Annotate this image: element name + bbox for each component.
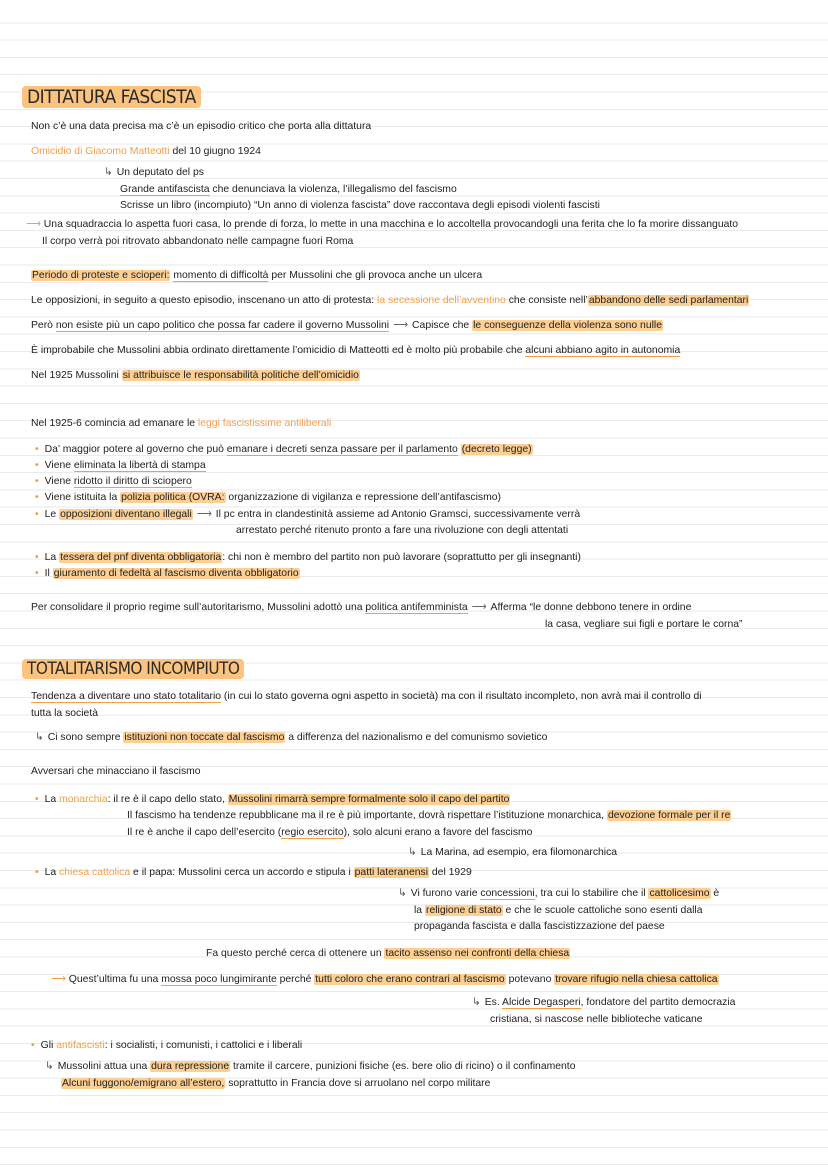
underlined-text: Tendenza a diventare uno stato totalitario: [31, 691, 222, 702]
text: e il papa: Mussolini cerca un accordo e stipula i: [130, 867, 354, 878]
text: Una squadraccia lo aspetta fuori casa, lo prende di forza, lo mette in una macchina e lo accoltella provocandogli una ferita che lo fa morire dissanguato: [43, 219, 739, 230]
text-line: Avversari che minacciano il fascismo: [31, 766, 201, 777]
highlight: dura repressione: [151, 1061, 230, 1072]
text: Nel 1925 Mussolini: [31, 370, 122, 381]
highlight: tessera del pnf diventa obbligatoria: [60, 552, 222, 563]
hook-arrow-icon: ↳: [104, 167, 113, 178]
underlined-text: politica antifemminista: [365, 602, 468, 613]
text: Il pc entra in clandestinità assieme ad Antonio Gramsci, successivamente verrà: [215, 509, 581, 520]
text-line: propaganda fascista e dalla fascistizzazione del paese: [414, 921, 665, 932]
hook-arrow-icon: ↳: [45, 1061, 54, 1072]
text-line: [398, 887, 719, 901]
text: che denunciava la violenza, l’illegalismo del fascismo: [209, 184, 457, 195]
underlined-text: Grande antifascista: [120, 184, 210, 195]
text-line: [414, 904, 703, 918]
text: Viene: [44, 476, 74, 487]
text: Capisce che: [412, 320, 473, 331]
text: , tra cui lo stabilire che il: [534, 888, 649, 899]
text: La Marina, ad esempio, era filomonarchica: [420, 847, 618, 858]
text-line: Il corpo verrà poi ritrovato abbandonato nelle campagne fuori Roma: [42, 236, 354, 247]
text-line: cristiana, si nascose nelle biblioteche vaticane: [490, 1014, 703, 1025]
section-title-totalitarismo: TOTALITARISMO INCOMPIUTO: [22, 659, 244, 679]
text: Un deputato del ps: [116, 167, 204, 178]
text: Ci sono sempre: [47, 732, 124, 743]
text-line: [31, 417, 331, 431]
text-line: [408, 846, 617, 860]
list-item: [35, 475, 192, 489]
highlight: religione di stato: [425, 905, 502, 916]
text-line: [120, 183, 457, 197]
highlight: le conseguenze della violenza sono nulle: [473, 320, 663, 331]
arrow-icon: ⟶: [51, 974, 66, 985]
section-title-dittatura: DITTATURA FASCISTA: [22, 86, 201, 108]
text: Le: [44, 509, 60, 520]
list-item: [35, 491, 501, 505]
text-line: Non c’è una data precisa ma c’è un episodio critico che porta alla dittatura: [31, 121, 372, 132]
underlined-text: momento di difficoltà: [173, 270, 269, 281]
underlined-text: eliminata la libertà di stampa: [73, 460, 206, 471]
text-line: [31, 369, 360, 383]
bullet-icon: •: [35, 568, 39, 579]
list-item: [35, 567, 300, 581]
arrow-icon: ⟶: [393, 320, 409, 331]
highlight: polizia politica (OVRA:: [121, 492, 225, 503]
list-item: [35, 443, 533, 457]
text-line: [51, 973, 719, 987]
bullet-icon: •: [35, 867, 39, 878]
text: Gli: [40, 1040, 57, 1051]
bullet-icon: •: [35, 460, 39, 471]
highlight: Periodo di proteste e scioperi:: [32, 270, 170, 281]
text: Però: [31, 320, 56, 331]
highlight: si attribuisce le responsabilità politiche dell’omicidio: [122, 370, 359, 381]
text-line: [31, 269, 482, 283]
text-line: [31, 690, 702, 704]
text: la: [414, 905, 425, 916]
text: : il re è il capo dello stato,: [107, 794, 228, 805]
highlight: abbandono delle sedi parlamentari: [588, 295, 749, 306]
text: : i socialisti, i comunisti, i cattolici e i liberali: [104, 1040, 303, 1051]
text: che consiste nell’: [505, 295, 588, 306]
text-line: [35, 731, 547, 745]
text-line: [127, 809, 731, 823]
underlined-text: mossa poco lungimirante: [161, 974, 277, 985]
text-line: Scrisse un libro (incompiuto) “Un anno di violenza fascista” dove raccontava degli episodi violenti fascisti: [120, 200, 600, 211]
text-line: arrestato perché ritenuto pronto a fare una rivoluzione con degli attentati: [236, 525, 569, 536]
text: a differenza del nazionalismo e del comunismo sovietico: [285, 732, 548, 743]
text-line: tutta la società: [31, 708, 99, 719]
orange-text: antifascisti: [56, 1040, 105, 1051]
list-item: [35, 551, 581, 565]
text: Viene: [44, 460, 74, 471]
text-line: [26, 218, 738, 232]
hook-arrow-icon: ↳: [35, 732, 44, 743]
text: Quest’ultima fu una: [68, 974, 162, 985]
text: perché: [276, 974, 315, 985]
bullet-icon: •: [31, 1040, 35, 1051]
underlined-text: emanare i decreti senza passare per il parlamento: [226, 444, 458, 455]
text: Il fascismo ha tendenze repubblicane ma il re è più importante, dovrà rispettare l’istituzione monarchica,: [127, 810, 607, 821]
underlined-text: alcuni abbiano agito in autonomia: [525, 345, 681, 356]
text: Il: [44, 568, 53, 579]
text-line: la casa, vegliare sui figli e portare le corna”: [545, 619, 743, 630]
text-line: [31, 601, 691, 615]
highlight: giuramento di fedeltà al fascismo diventa obbligatorio: [53, 568, 299, 579]
arrow-icon: ⟶: [26, 219, 41, 230]
highlight: patti lateranensi: [354, 867, 429, 878]
highlight: (decreto legge): [461, 444, 532, 455]
text-line: [104, 166, 204, 180]
text: Fa questo perché cerca di ottenere un: [206, 948, 385, 959]
orange-text: monarchia: [59, 794, 108, 805]
text: e che le scuole cattoliche sono esenti dalla: [502, 905, 703, 916]
list-item: [35, 508, 580, 522]
bullet-icon: •: [35, 492, 39, 503]
text: La: [44, 552, 60, 563]
text: ), solo alcuni erano a favore del fascismo: [343, 827, 533, 838]
text-line: [31, 319, 663, 333]
text: soprattutto in Francia dove si arruolano nel corpo militare: [225, 1078, 491, 1089]
text: La: [44, 794, 60, 805]
text-line: [31, 294, 749, 308]
text: Le opposizioni, in seguito a questo episodio, inscenano un atto di protesta:: [31, 295, 378, 306]
arrow-icon: ⟶: [471, 602, 487, 613]
text: Mussolini attua una: [57, 1061, 151, 1072]
text: Vi furono varie: [410, 888, 481, 899]
orange-text: la secessione dell’avventino: [377, 295, 506, 306]
text: La: [44, 867, 60, 878]
text-line: [45, 1060, 575, 1074]
text: , fondatore del partito democrazia: [580, 997, 736, 1008]
text-line: [206, 947, 570, 961]
text: potevano: [505, 974, 555, 985]
text-line: [31, 145, 261, 159]
text: Viene istituita la: [44, 492, 121, 503]
highlight: trovare rifugio nella chiesa cattolica: [555, 974, 718, 985]
text: È improbabile che Mussolini abbia ordinato direttamente l’omicidio di Matteotti ed è molto più probabile che: [31, 345, 526, 356]
text: Afferma “le donne debbono tenere in ordine: [490, 602, 692, 613]
highlight: devozione formale per il re: [607, 810, 731, 821]
highlight: istituzioni non toccate dal fascismo: [124, 732, 285, 743]
hook-arrow-icon: ↳: [472, 997, 481, 1008]
text: (in cui lo stato governa ogni aspetto in società) ma con il risultato incompleto, non avrà mai il controllo di: [221, 691, 702, 702]
text: tramite il carcere, punizioni fisiche (es. bere olio di ricino) o il confinamento: [230, 1061, 576, 1072]
text: Da’ maggior potere al governo che può: [44, 444, 227, 455]
underlined-text: non esiste più un capo politico che possa far cadere il governo Mussolini: [55, 320, 390, 331]
text: Il re è anche il capo dell’esercito (: [127, 827, 282, 838]
bullet-icon: •: [35, 509, 39, 520]
underlined-text: concessioni: [480, 888, 535, 899]
highlight: Alcuni fuggono/emigrano all’estero,: [62, 1078, 225, 1089]
underlined-text: ridotto il diritto di sciopero: [73, 476, 192, 487]
list-item: [35, 793, 510, 807]
orange-text: Omicidio di Giacomo Matteotti: [31, 146, 170, 157]
text-line: [61, 1077, 490, 1091]
highlight: cattolicesimo: [649, 888, 710, 899]
text: per Mussolini che gli provoca anche un ulcera: [268, 270, 483, 281]
bullet-icon: •: [35, 552, 39, 563]
highlight: tacito assenso nei confronti della chiesa: [385, 948, 570, 959]
text: del 1929: [429, 867, 472, 878]
list-item: [35, 459, 206, 473]
text: organizzazione di vigilanza e repressione dell’antifascismo): [225, 492, 501, 503]
arrow-icon: ⟶: [196, 509, 212, 520]
bullet-icon: •: [35, 444, 39, 455]
hook-arrow-icon: ↳: [408, 847, 417, 858]
text: è: [710, 888, 720, 899]
text: : chi non è membro del partito non può lavorare (soprattutto per gli insegnanti): [222, 552, 581, 563]
text: Nel 1925-6 comincia ad emanare le: [31, 418, 198, 429]
bullet-icon: •: [35, 794, 39, 805]
bullet-icon: •: [35, 476, 39, 487]
text: Es.: [484, 997, 503, 1008]
text-line: [472, 996, 735, 1010]
list-item: [31, 1039, 302, 1053]
text: del 10 giugno 1924: [169, 146, 261, 157]
highlight: Mussolini rimarrà sempre formalmente solo il capo del partito: [228, 794, 510, 805]
orange-text: chiesa cattolica: [59, 867, 131, 878]
text-line: [31, 344, 680, 358]
text: Per consolidare il proprio regime sull’autoritarismo, Mussolini adottò una: [31, 602, 366, 613]
text-line: [127, 826, 532, 840]
list-item: [35, 866, 472, 880]
highlight: tutti coloro che erano contrari al fascismo: [315, 974, 505, 985]
hook-arrow-icon: ↳: [398, 888, 407, 899]
orange-text: leggi fascistissime antiliberali: [197, 418, 332, 429]
highlight: opposizioni diventano illegali: [60, 509, 192, 520]
underlined-text: regio esercito: [281, 827, 344, 838]
underlined-text: Alcide Degasperi: [502, 997, 581, 1008]
